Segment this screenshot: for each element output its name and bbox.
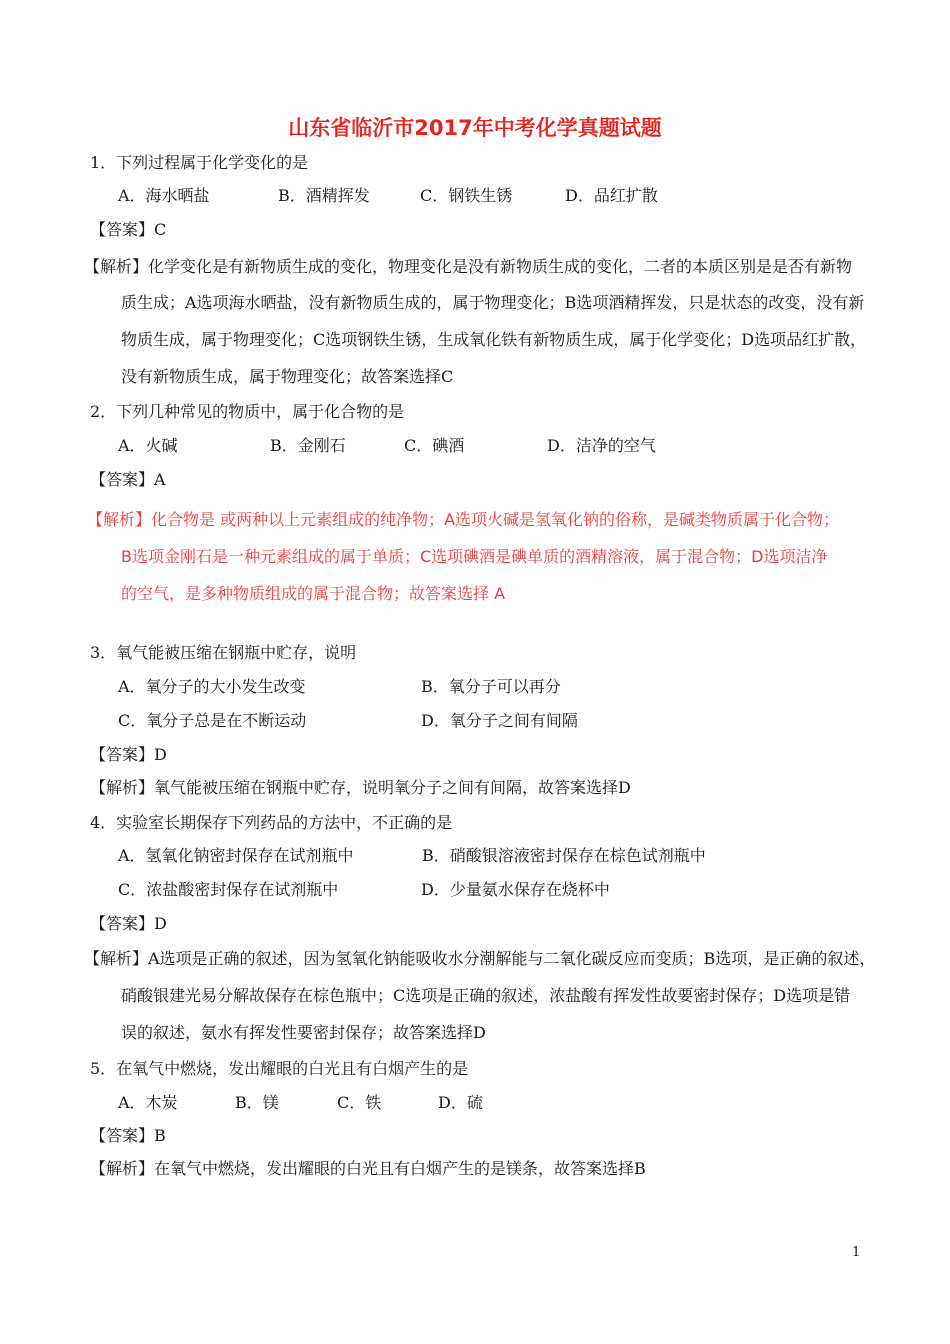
question-4: 4．实验室长期保存下列药品的方法中，不正确的是 — [90, 813, 453, 832]
page-number: 1 — [852, 1245, 861, 1260]
q5-option-d: D．硫 — [438, 1093, 483, 1112]
q4-answer: 【答案】D — [90, 914, 167, 933]
q3-answer: 【答案】D — [90, 745, 167, 764]
q5-analysis-line: 【解析】在氧气中燃烧，发出耀眼的白光且有白烟产生的是镁条，故答案选择B — [90, 1159, 646, 1178]
q4-option-a: A．氢氧化钠密封保存在试剂瓶中 — [118, 846, 354, 865]
q2-analysis-line: B选项金刚石是一种元素组成的属于单质；C选项碘酒是碘单质的酒精溶液，属于混合物；D选项洁净 — [121, 547, 828, 566]
q3-option-d: D．氧分子之间有间隔 — [421, 711, 578, 730]
q1-answer: 【答案】C — [90, 220, 167, 239]
q4-analysis-line: 【解析】A选项是正确的叙述，因为氢氧化钠能吸收水分潮解能与二氧化碳反应而变质；B选项，是正确的叙述， — [84, 949, 876, 968]
q1-analysis-line: 质生成；A选项海水晒盐，没有新物质生成的，属于物理变化；B选项酒精挥发，只是状态的改变，没有新 — [121, 293, 865, 312]
q2-option-b: B．金刚石 — [270, 436, 346, 455]
q2-analysis-line: 【解析】化合物是 或两种以上元素组成的纯净物；A选项火碱是氢氧化钠的俗称，是碱类物质属于化合物； — [87, 510, 840, 529]
q1-option-c: C．钢铁生锈 — [420, 186, 513, 205]
q1-analysis-line: 没有新物质生成，属于物理变化；故答案选择C — [121, 367, 454, 386]
q3-option-c: C．氧分子总是在不断运动 — [118, 711, 307, 730]
q5-answer: 【答案】B — [90, 1126, 166, 1145]
question-2: 2．下列几种常见的物质中，属于化合物的是 — [90, 402, 405, 421]
q3-analysis-line: 【解析】氧气能被压缩在钢瓶中贮存，说明氧分子之间有间隔，故答案选择D — [90, 778, 631, 797]
q5-option-c: C．铁 — [337, 1093, 382, 1112]
q2-option-d: D．洁净的空气 — [547, 436, 656, 455]
q1-option-a: A．海水晒盐 — [118, 186, 210, 205]
q1-option-d: D．品红扩散 — [565, 186, 658, 205]
q5-option-a: A．木炭 — [118, 1093, 178, 1112]
q3-option-a: A．氧分子的大小发生改变 — [118, 677, 306, 696]
question-3: 3．氧气能被压缩在钢瓶中贮存，说明 — [90, 643, 357, 662]
q4-option-b: B．硝酸银溶液密封保存在棕色试剂瓶中 — [422, 846, 706, 865]
q5-option-b: B．镁 — [235, 1093, 279, 1112]
q2-option-c: C．碘酒 — [404, 436, 465, 455]
q2-answer: 【答案】A — [90, 470, 166, 489]
q1-analysis-line: 【解析】化学变化是有新物质生成的变化，物理变化是没有新物质生成的变化，二者的本质区别是是否有新物 — [84, 257, 853, 276]
q4-option-d: D．少量氨水保存在烧杯中 — [421, 880, 610, 899]
page-title: 山东省临沂市2017年中考化学真题试题 — [288, 116, 662, 140]
question-1: 1．下列过程属于化学变化的是 — [90, 153, 309, 172]
q2-option-a: A．火碱 — [118, 436, 178, 455]
q4-analysis-line: 误的叙述，氨水有挥发性要密封保存；故答案选择D — [121, 1023, 486, 1042]
q4-option-c: C．浓盐酸密封保存在试剂瓶中 — [118, 880, 339, 899]
q4-analysis-line: 硝酸银建光易分解故保存在棕色瓶中；C选项是正确的叙述，浓盐酸有挥发性故要密封保存；D选项是错 — [121, 986, 851, 1005]
q3-option-b: B．氧分子可以再分 — [421, 677, 561, 696]
q1-option-b: B．酒精挥发 — [278, 186, 370, 205]
question-5: 5．在氧气中燃烧，发出耀眼的白光且有白烟产生的是 — [90, 1059, 469, 1078]
q2-analysis-line: 的空气，是多种物质组成的属于混合物；故答案选择 A — [121, 584, 506, 603]
q1-analysis-line: 物质生成，属于物理变化；C选项钢铁生锈，生成氧化铁有新物质生成，属于化学变化；D选项品红扩散， — [121, 330, 867, 349]
